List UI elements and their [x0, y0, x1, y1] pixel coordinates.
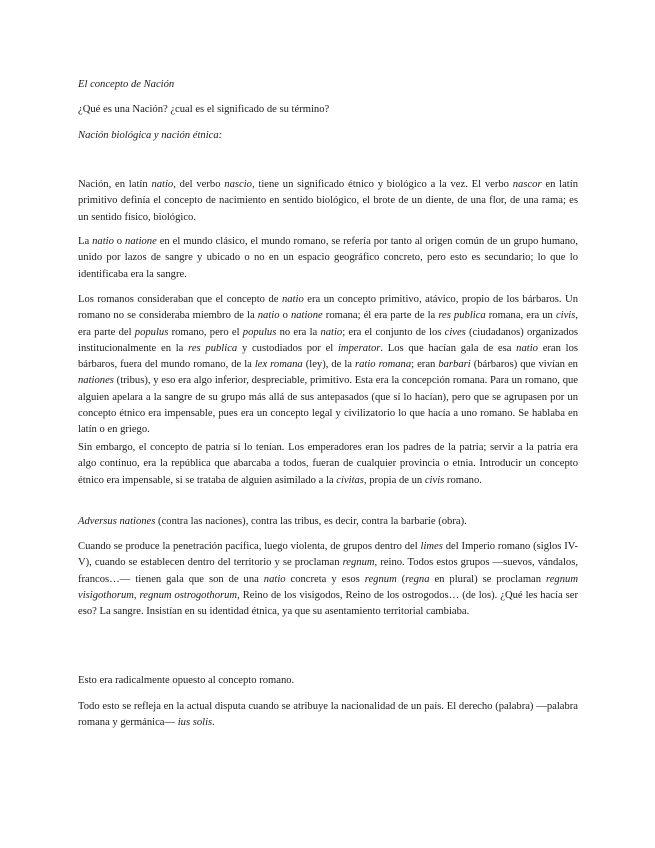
section-subtitle: Nación biológica y nación étnica: — [78, 130, 223, 141]
paragraph-1: Nación, en latín natio, del verbo nascio, tiene un significado étnico y biológico a la vez. El verbo nascor en latín primitivo definía el concepto de nacimiento en sentido biológico, el brote de un diente, de una flor, de una rama; es un sentido físico, biológico. — [78, 179, 578, 223]
paragraph-8: Todo esto se refleja en la actual disputa cuando se atribuye la nacionalidad de un país. El derecho (palabra) —palabra romana y germánica— ius solis. — [78, 701, 578, 729]
paragraph-5: Adversus nationes (contra las naciones), contra las tribus, es decir, contra la barbarie (obra). — [78, 516, 467, 527]
question-line: ¿Qué es una Nación? ¿cual es el significado de su término? — [78, 104, 330, 115]
paragraph-6: Cuando se produce la penetración pacífica, luego violenta, de grupos dentro del limes del Imperio romano (siglos IV-V), cuando se establecen dentro del territorio y se proclaman regnum, reino. Todos estos grupos —suevos, vándalos, francos…— tienen gala que son de una natio concreta y esos regnum (regna en plural) se proclaman regnum visigothorum, regnum ostrogothorum, Reino de los visigodos, Reino de los ostrogodos… (de los). ¿Qué les hacía ser eso? La sangre. Insistían en su identidad étnica, ya que su asentamiento territorial cambiaba. — [78, 541, 579, 618]
document-title: El concepto de Nación — [78, 79, 175, 90]
paragraph-3: Los romanos consideraban que el concepto de natio era un concepto primitivo, atávico, propio de los bárbaros. Un romano no se consideraba miembro de la natio o natione romana; él era parte de la res publica romana, era un civis, era parte del populus romano, pero el populus no era la natio; era el conjunto de los cives (ciudadanos) organizados institucionalmente en la res publica y custodiados por el imperator. Los que hacían gala de esa natio eran los bárbaros, fuera del mundo romano, de la lex romana (ley), de la ratio romana; eran barbari (bárbaros) que vivían en nationes (tribus), y eso era algo inferior, despreciable, primitivo. Esta era la concepción romana. Para un romano, que alguien apelara a la sangre de su grupo más allá de sus antepasados (que sí lo hacían), pero que se agrupasen por un concepto étnico era impensable, pues era un concepto legal y civilizatorio lo que hacía a uno romano. Se hablaba en latín o en griego. — [78, 294, 579, 436]
paragraph-4: Sin embargo, el concepto de patria sí lo tenían. Los emperadores eran los padres de la patria; servir a la patria era algo continuo, era la república que abarcaba a todos, fueran de cualquier provincia o etnia. Introducir un concepto étnico era impensable, si se trataba de alguien asimilado a la civitas, propia de un civis romano. — [78, 442, 578, 486]
paragraph-2: La natio o natione en el mundo clásico, el mundo romano, se refería por tanto al origen común de un grupo humano, unido por lazos de sangre y ubicado o no en un espacio geográfico concreto, pero esto es secundario; lo que lo identificaba era la sangre. — [78, 236, 579, 280]
paragraph-7: Esto era radicalmente opuesto al concepto romano. — [78, 675, 295, 686]
